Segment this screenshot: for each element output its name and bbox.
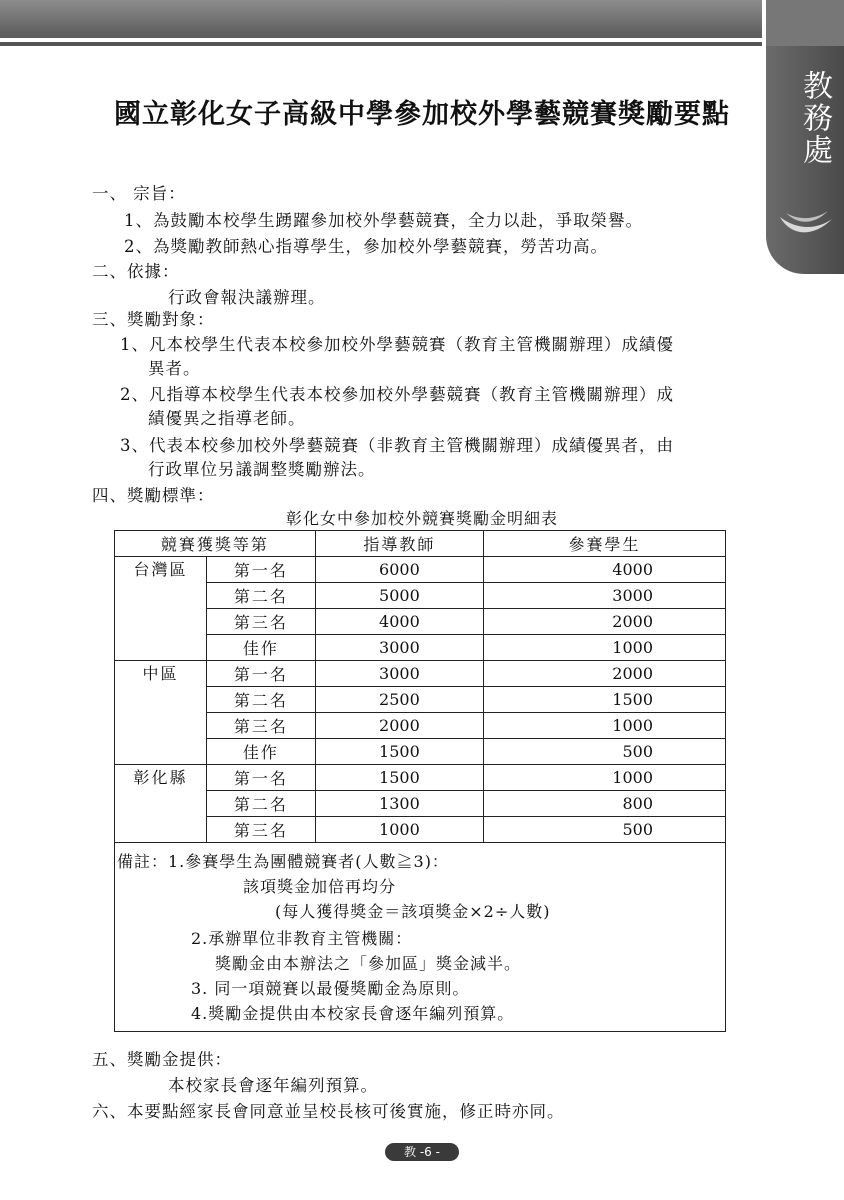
rank-cell: 第二名 — [206, 583, 315, 609]
section-2-heading: 二、依據： — [92, 262, 180, 281]
student-amount: 4000 — [484, 557, 726, 583]
section-5-body: 本校家長會逐年編列預算。 — [168, 1076, 378, 1095]
section-3-item-1: 1、凡本校學生代表本校參加校外學藝競賽（教育主管機關辦理）成績優 — [120, 335, 674, 354]
student-amount: 1000 — [484, 765, 726, 791]
teacher-amount: 1300 — [315, 791, 483, 817]
note-3: 3. 同一項競賽以最優獎勵金為原則。 — [191, 979, 470, 998]
rank-cell: 第三名 — [206, 609, 315, 635]
rank-cell: 第一名 — [206, 765, 315, 791]
notes-cell — [115, 843, 726, 1032]
rank-cell: 第一名 — [206, 661, 315, 687]
table-row — [115, 687, 726, 713]
notes-row — [115, 843, 726, 1032]
table-row — [115, 739, 726, 765]
rank-cell: 佳作 — [206, 739, 315, 765]
section-1-item-1: 1、為鼓勵本校學生踴躍參加校外學藝競賽，全力以赴，爭取榮譽。 — [124, 211, 643, 230]
section-3-item-3-cont: 行政單位另議調整獎勵辦法。 — [148, 460, 376, 479]
rank-cell: 第三名 — [206, 817, 315, 843]
student-amount: 1000 — [484, 713, 726, 739]
header-student: 參賽學生 — [484, 531, 726, 557]
header-rank: 競賽獲獎等第 — [115, 531, 316, 557]
region-cell: 彰化縣 — [115, 765, 207, 843]
section-1-heading: 一、 宗旨： — [92, 184, 186, 203]
student-amount: 2000 — [484, 661, 726, 687]
student-amount: 800 — [484, 791, 726, 817]
region-cell: 台灣區 — [115, 557, 207, 661]
student-amount: 500 — [484, 739, 726, 765]
teacher-amount: 1500 — [315, 765, 483, 791]
teacher-amount: 1000 — [315, 817, 483, 843]
table-row — [115, 765, 726, 791]
swoosh-icon — [778, 195, 834, 245]
teacher-amount: 3000 — [315, 661, 483, 687]
table-row — [115, 791, 726, 817]
student-amount: 3000 — [484, 583, 726, 609]
section-1-item-2: 2、為獎勵教師熱心指導學生，參加校外學藝競賽，勞苦功高。 — [124, 237, 608, 256]
section-4-heading: 四、獎勵標準： — [92, 486, 215, 505]
table-row — [115, 583, 726, 609]
table-header-row — [115, 531, 726, 557]
section-3-item-1-cont: 異者。 — [148, 359, 201, 378]
table-row — [115, 817, 726, 843]
note-2: 2.承辦單位非教育主管機關： — [191, 929, 413, 948]
section-6-heading: 六、本要點經家長會同意並呈校長核可後實施，修正時亦同。 — [92, 1102, 565, 1121]
page-number-badge: 教 -6 - — [385, 1143, 459, 1161]
teacher-amount: 1500 — [315, 739, 483, 765]
section-3-item-3: 3、代表本校參加校外學藝競賽（非教育主管機關辦理）成績優異者，由 — [120, 436, 674, 455]
award-table — [114, 530, 726, 1032]
student-amount: 1000 — [484, 635, 726, 661]
teacher-amount: 2000 — [315, 713, 483, 739]
teacher-amount: 4000 — [315, 609, 483, 635]
table-row — [115, 635, 726, 661]
section-3-item-2-cont: 績優異之指導老師。 — [148, 409, 306, 428]
table-row — [115, 661, 726, 687]
note-1: 備註：1.參賽學生為團體競賽者(人數≧3)： — [117, 852, 449, 871]
rank-cell: 第二名 — [206, 791, 315, 817]
header-rule — [0, 42, 762, 46]
table-row — [115, 713, 726, 739]
rank-cell: 佳作 — [206, 635, 315, 661]
section-3-item-2: 2、凡指導本校學生代表本校參加校外學藝競賽（教育主管機關辦理）成 — [120, 385, 674, 404]
rank-cell: 第三名 — [206, 713, 315, 739]
teacher-amount: 3000 — [315, 635, 483, 661]
note-1-detail: 該項獎金加倍再均分 — [243, 877, 397, 896]
section-5-heading: 五、獎勵金提供： — [92, 1050, 232, 1069]
document-title: 國立彰化女子高級中學參加校外學藝競賽獎勵要點 — [114, 99, 730, 130]
rank-cell: 第二名 — [206, 687, 315, 713]
table-row — [115, 609, 726, 635]
student-amount: 1500 — [484, 687, 726, 713]
table-row — [115, 557, 726, 583]
section-3-heading: 三、獎勵對象： — [92, 310, 215, 329]
header-bar — [0, 0, 762, 38]
student-amount: 2000 — [484, 609, 726, 635]
region-cell: 中區 — [115, 661, 207, 765]
table-caption: 彰化女中參加校外競賽獎勵金明細表 — [285, 509, 558, 528]
note-4: 4.獎勵金提供由本校家長會逐年編列預算。 — [191, 1004, 515, 1023]
section-side-tab-top — [766, 0, 844, 46]
student-amount: 500 — [484, 817, 726, 843]
teacher-amount: 2500 — [315, 687, 483, 713]
rank-cell: 第一名 — [206, 557, 315, 583]
note-2-detail: 獎勵金由本辦法之「參加區」獎金減半。 — [215, 954, 522, 973]
header-teacher: 指導教師 — [315, 531, 483, 557]
note-1-formula: (每人獲得獎金＝該項獎金×2÷人數) — [275, 902, 551, 921]
section-2-body: 行政會報決議辦理。 — [168, 288, 326, 307]
teacher-amount: 5000 — [315, 583, 483, 609]
teacher-amount: 6000 — [315, 557, 483, 583]
section-side-tab-label: 教務處 — [797, 70, 832, 166]
